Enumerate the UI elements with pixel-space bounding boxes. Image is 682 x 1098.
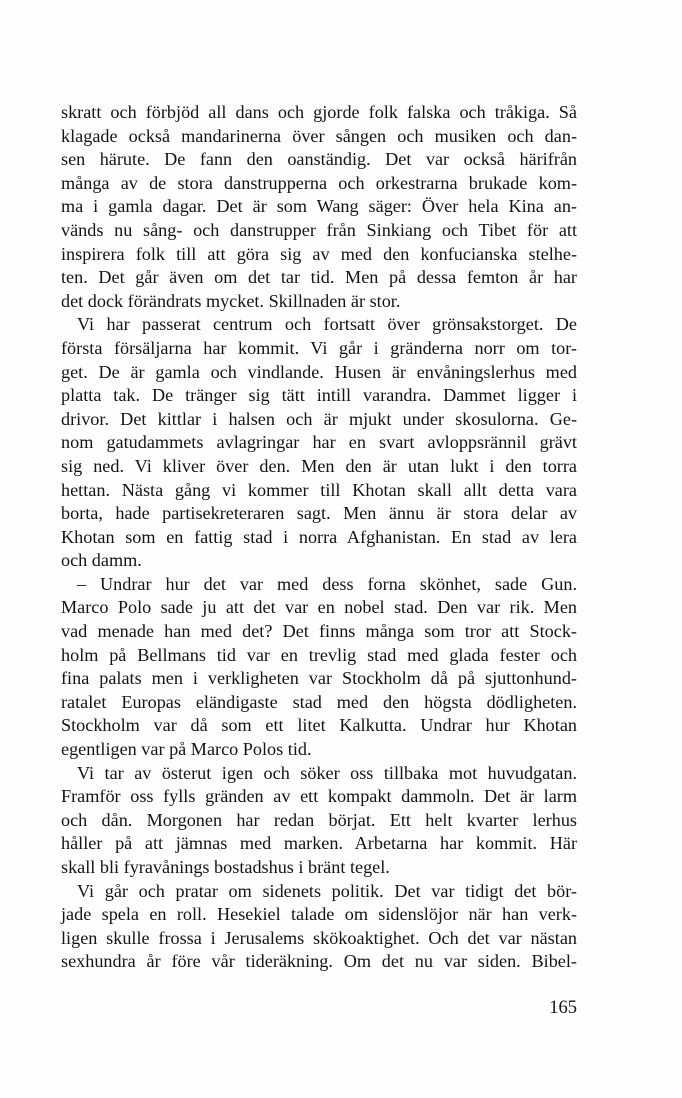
text-line: skall bli fyravånings bostadshus i bränt tegel. xyxy=(61,857,390,877)
text-line: sig ned. Vi kliver över den. Men den är utan lukt i den torra xyxy=(61,455,577,476)
text-line: ratalet Europas eländigaste stad med den högsta dödligheten. xyxy=(61,691,577,712)
text-line: och damm. xyxy=(61,550,142,571)
text-line: ligen skulle frossa i Jerusalems skökoaktighet. Och det var nästan xyxy=(61,927,577,948)
text-line: Framför oss fylls gränden av ett kompakt dammoln. Det är larm xyxy=(61,786,577,807)
text-line: sen härute. De fann den oanständig. Det var också härifrån xyxy=(61,149,577,170)
text-line: håller på att jämnas med marken. Arbetarna har kommit. Här xyxy=(61,833,577,854)
text-line: Stockholm var då som ett litet Kalkutta. Undrar hur Khotan xyxy=(61,715,577,736)
text-line: egentligen var på Marco Polos tid. xyxy=(61,739,312,760)
text-line: nom gatudammets avlagringar har en svart avloppsrännil grävt xyxy=(61,432,577,453)
text-line: fina palats men i verkligheten var Stockholm då på sjuttonhund- xyxy=(61,668,577,689)
text-line: och dån. Morgonen har redan börjat. Ett helt kvarter lerhus xyxy=(61,809,577,830)
text-line: Khotan som en fattig stad i norra Afghanistan. En stad av lera xyxy=(61,526,577,547)
text-line: första försäljarna har kommit. Vi går i gränderna norr om tor- xyxy=(61,337,577,358)
text-line: jade spela en roll. Hesekiel talade om sidenslöjor när han verk- xyxy=(61,904,577,925)
text-line: Vi går och pratar om sidenets politik. Det var tidigt det bör- xyxy=(77,880,577,901)
text-line: ten. Det går även om det tar tid. Men på dessa femton år har xyxy=(61,267,577,288)
text-line: get. De är gamla och vindlande. Husen är envåningslerhus med xyxy=(61,361,577,382)
body-text xyxy=(61,101,577,974)
text-line: sexhundra år före vår tideräkning. Om det nu var siden. Bibel- xyxy=(61,951,577,972)
text-line: ma i gamla dagar. Det är som Wang säger: Över hela Kina an- xyxy=(61,196,577,217)
text-line: det dock förändrats mycket. Skillnaden är stor. xyxy=(61,290,401,311)
text-line: vänds nu sång- och danstrupper från Sinkiang och Tibet för att xyxy=(61,219,577,240)
text-line: – Undrar hur det var med dess forna skönhet, sade Gun. xyxy=(77,573,577,594)
text-line: många av de stora danstrupperna och orkestrarna brukade kom- xyxy=(61,172,577,193)
text-line: hettan. Nästa gång vi kommer till Khotan skall allt detta vara xyxy=(61,479,577,500)
text-line: Vi tar av österut igen och söker oss tillbaka mot huvudgatan. xyxy=(77,762,577,783)
text-line: inspirera folk till att göra sig av med den konfucianska stelhe- xyxy=(61,243,577,264)
text-line: vad menade han med det? Det finns många som tror att Stock- xyxy=(61,621,577,642)
text-line: borta, hade partisekreteraren sagt. Men ännu är stora delar av xyxy=(61,503,577,524)
text-line: drivor. Det kittlar i halsen och är mjukt under skosulorna. Ge- xyxy=(61,408,577,429)
page-number: 165 xyxy=(549,998,577,1018)
text-line: platta tak. De tränger sig tätt intill varandra. Dammet ligger i xyxy=(61,385,577,406)
text-line: klagade också mandarinerna över sången och musiken och dan- xyxy=(61,125,577,146)
text-line: Vi har passerat centrum och fortsatt över grönsakstorget. De xyxy=(77,314,577,335)
text-line: Marco Polo sade ju att det var en nobel stad. Den var rik. Men xyxy=(61,597,577,618)
text-line: skratt och förbjöd all dans och gjorde folk falska och tråkiga. Så xyxy=(61,102,577,122)
text-line: holm på Bellmans tid var en trevlig stad med glada fester och xyxy=(61,644,577,665)
